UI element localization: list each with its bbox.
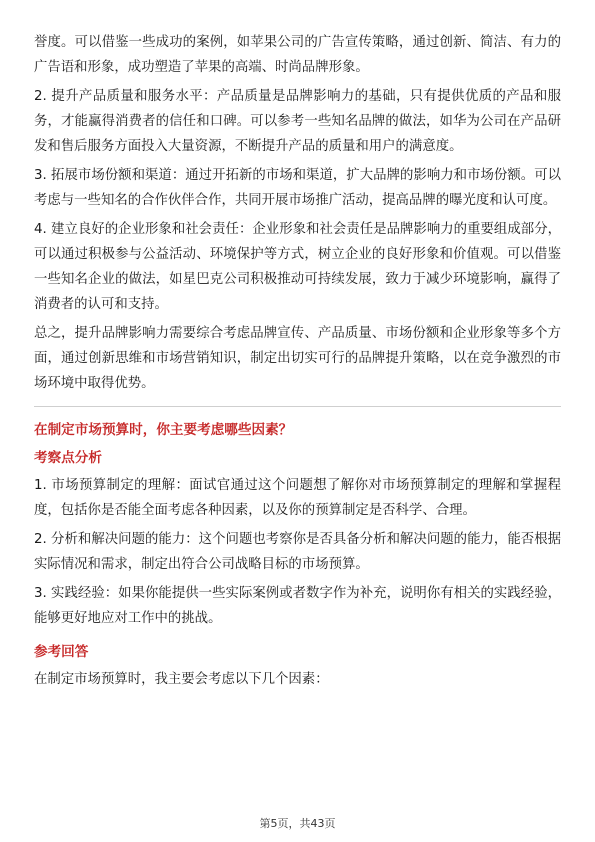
interview-question: 在制定市场预算时，你主要考虑哪些因素？ — [34, 422, 293, 438]
paragraph-brand-promotion-cont: 誉度。可以借鉴一些成功的案例，如苹果公司的广告宣传策略，通过创新、简洁、有力的广告语和形象，成功塑造了苹果的高端、时尚品牌形象。 — [34, 35, 561, 75]
paragraph-product-quality: 2. 提升产品质量和服务水平：产品质量是品牌影响力的基础，只有提供优质的产品和服务，才能赢得消费者的信任和口碑。可以参考一些知名品牌的做法，如华为公司在产品研发和售后服务方面投入大量资源，不断提升产品的质量和用户的满意度。 — [34, 89, 561, 154]
document-page — [34, 30, 561, 696]
paragraph-summary: 总之，提升品牌影响力需要综合考虑品牌宣传、产品质量、市场份额和企业形象等多个方面，通过创新思维和市场营销知识，制定出切实可行的品牌提升策略，以在竞争激烈的市场环境中取得优势。 — [34, 326, 561, 391]
analysis-item-1: 1. 市场预算制定的理解：面试官通过这个问题想了解你对市场预算制定的理解和掌握程度，包括你是否能全面考虑各种因素，以及你的预算制定是否科学、合理。 — [34, 478, 561, 518]
section-divider — [34, 406, 561, 407]
answer-intro: 在制定市场预算时，我主要会考虑以下几个因素： — [34, 672, 329, 687]
paragraph-corporate-image: 4. 建立良好的企业形象和社会责任：企业形象和社会责任是品牌影响力的重要组成部分，可以通过积极参与公益活动、环境保护等方式，树立企业的良好形象和价值观。可以借鉴一些知名企业的做法，如星巴克公司积极推动可持续发展，致力于减少环境影响，赢得了消费者的认可和支持。 — [34, 222, 561, 312]
page-number-footer: 第5页，共43页 — [259, 817, 336, 830]
analysis-item-2: 2. 分析和解决问题的能力：这个问题也考察你是否具备分析和解决问题的能力，能否根据实际情况和需求，制定出符合公司战略目标的市场预算。 — [34, 532, 561, 572]
analysis-heading: 考察点分析 — [34, 450, 102, 466]
answer-heading: 参考回答 — [34, 644, 89, 660]
analysis-item-3: 3. 实践经验：如果你能提供一些实际案例或者数字作为补充，说明你有相关的实践经验，能够更好地应对工作中的挑战。 — [34, 586, 561, 626]
paragraph-market-share: 3. 拓展市场份额和渠道：通过开拓新的市场和渠道，扩大品牌的影响力和市场份额。可以考虑与一些知名的合作伙伴合作，共同开展市场推广活动，提高品牌的曝光度和认可度。 — [34, 168, 561, 208]
